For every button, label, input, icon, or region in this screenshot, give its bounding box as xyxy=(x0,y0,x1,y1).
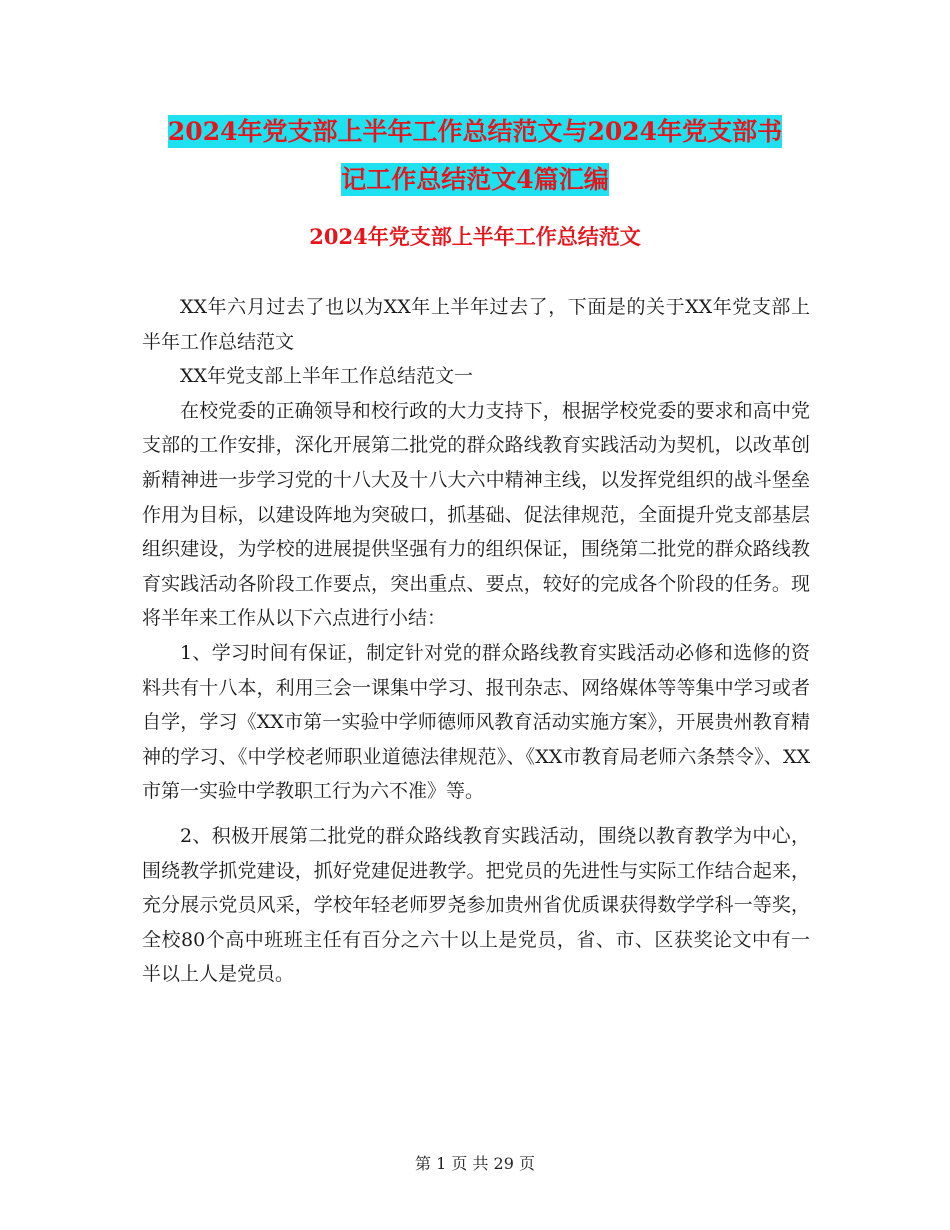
document-title-line-2: 记工作总结范文4篇汇编 xyxy=(341,165,609,194)
page-footer: 第 1 页 共 29 页 xyxy=(415,1154,535,1173)
section-title: 2024年党支部上半年工作总结范文 xyxy=(309,224,641,249)
document-title-line-1: 2024年党支部上半年工作总结范文与2024年党支部书 xyxy=(167,117,783,146)
intro-paragraph: XX年六月过去了也以为XX年上半年过去了，下面是的关于XX年党支部上半年工作总结范文 xyxy=(142,296,810,353)
subheading-paragraph: XX年党支部上半年工作总结范文一 xyxy=(180,365,474,388)
document-title xyxy=(140,108,810,204)
document-body xyxy=(142,290,810,992)
body-paragraph: 1、学习时间有保证，制定针对党的群众路线教育实践活动必修和选修的资料共有十八本，利用三会一课集中学习、报刊杂志、网络媒体等等集中学习或者自学，学习《XX市第一实验中学师德师风教育活动实施方案》，开展贵州教育精神的学习、《中学校老师职业道德法律规范》、《XX市教育局老师六条禁令》、XX市第一实验中学教职工行为六不准》等。 xyxy=(142,641,810,803)
body-paragraph: 2、积极开展第二批党的群众路线教育实践活动，围绕以教育教学为中心，围绕教学抓党建设，抓好党建促进教学。把党员的先进性与实际工作结合起来，充分展示党员风采，学校年轻老师罗尧参加贵州省优质课获得数学学科一等奖，全校80个高中班班主任有百分之六十以上是党员，省、市、区获奖论文中有一半以上人是党员。 xyxy=(142,824,810,986)
body-paragraph: 在校党委的正确领导和校行政的大力支持下，根据学校党委的要求和高中党支部的工作安排，深化开展第二批党的群众路线教育实践活动为契机，以改革创新精神进一步学习党的十八大及十八大六中精神主线，以发挥党组织的战斗堡垒作用为目标，以建设阵地为突破口，抓基础、促法律规范，全面提升党支部基层组织建设，为学校的进展提供坚强有力的组织保证，围绕第二批党的群众路线教育实践活动各阶段工作要点，突出重点、要点，较好的完成各个阶段的任务。现将半年来工作从以下六点进行小结： xyxy=(142,399,810,630)
